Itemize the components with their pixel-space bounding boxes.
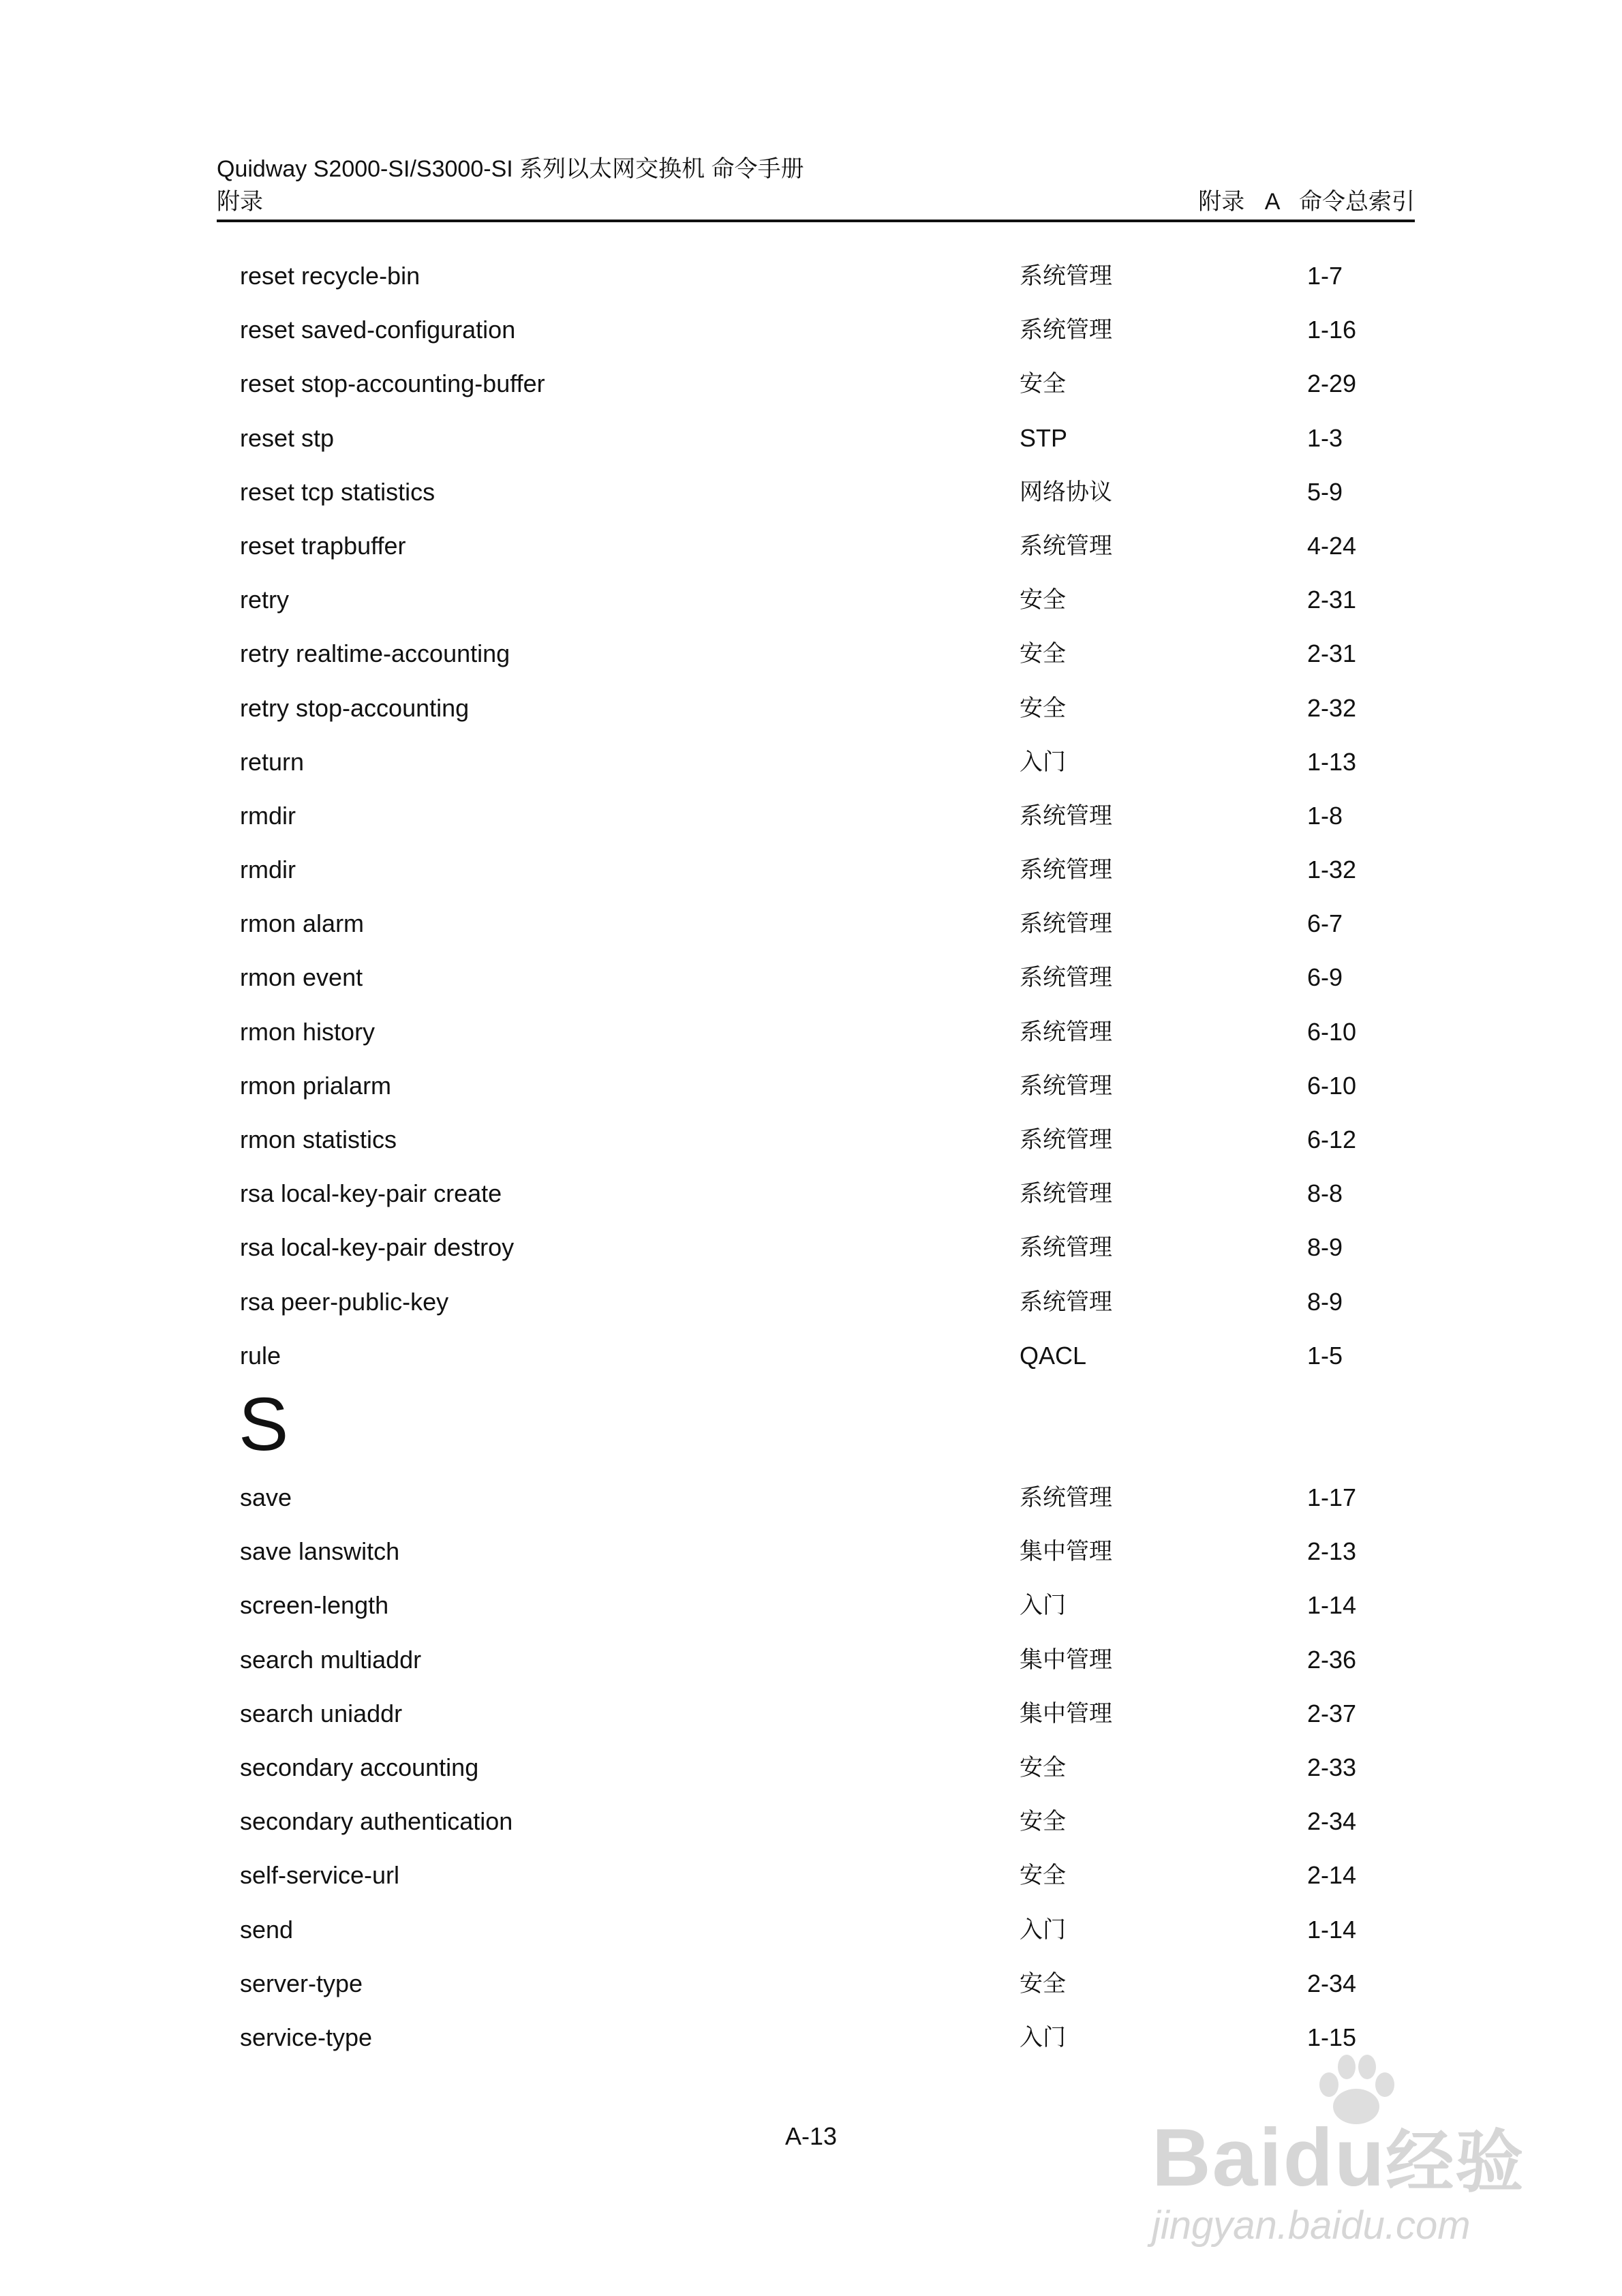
index-row (240, 744, 1398, 798)
module-name: 安全 (1020, 1808, 1066, 1836)
command-name: reset tcp statistics (240, 477, 435, 506)
index-row (240, 1338, 1398, 1391)
index-row (240, 1965, 1398, 2019)
index-row (240, 1857, 1398, 1911)
index-row (240, 959, 1398, 1013)
page-reference: 2-31 (1307, 586, 1357, 614)
command-name: rsa peer-public-key (240, 1287, 449, 1316)
command-name: self-service-url (240, 1861, 400, 1890)
index-row (240, 1749, 1398, 1803)
index-row (240, 1912, 1398, 1965)
index-row (240, 528, 1398, 581)
page-reference: 1-5 (1307, 1341, 1343, 1370)
page-reference: 8-9 (1307, 1287, 1343, 1316)
module-name: 集中管理 (1020, 1646, 1112, 1674)
command-name: rmdir (240, 801, 296, 830)
command-name: rmon history (240, 1017, 376, 1046)
baidu-logo-text: Baidu经验 (1152, 2112, 1525, 2203)
index-row (240, 1479, 1398, 1533)
page-reference: 6-9 (1307, 963, 1343, 992)
command-name: send (240, 1915, 294, 1944)
command-name: rmon alarm (240, 909, 365, 938)
page-reference: 2-37 (1307, 1699, 1357, 1727)
module-name: 入门 (1020, 1916, 1066, 1944)
page-reference: 1-14 (1307, 1591, 1357, 1620)
page-reference: 6-10 (1307, 1017, 1357, 1046)
module-name: 系统管理 (1020, 1484, 1112, 1511)
command-name: screen-length (240, 1591, 389, 1620)
module-name: 安全 (1020, 1753, 1066, 1781)
page-reference: 1-15 (1307, 2023, 1357, 2051)
module-name: 安全 (1020, 694, 1066, 722)
command-name: rsa local-key-pair create (240, 1179, 502, 1208)
page-reference: 1-14 (1307, 1915, 1357, 1944)
module-name: 入门 (1020, 1592, 1066, 1620)
index-row (240, 420, 1398, 474)
index-row (240, 635, 1398, 689)
command-name: server-type (240, 1969, 363, 1997)
module-name: 系统管理 (1020, 1126, 1112, 1153)
command-name: retry stop-accounting (240, 693, 470, 722)
page-reference: 2-31 (1307, 639, 1357, 668)
index-row (240, 1014, 1398, 1068)
command-name: search uniaddr (240, 1699, 403, 1727)
index-row (240, 1803, 1398, 1857)
command-name: reset stop-accounting-buffer (240, 369, 545, 398)
module-name: 系统管理 (1020, 856, 1112, 884)
index-row (240, 312, 1398, 365)
module-name: 系统管理 (1020, 1072, 1112, 1100)
command-index-list-r (240, 258, 1398, 1391)
command-name: secondary accounting (240, 1753, 479, 1781)
watermark-url: jingyan.baidu.com (1152, 2203, 1471, 2248)
module-name: 系统管理 (1020, 1234, 1112, 1262)
module-name: 系统管理 (1020, 262, 1112, 290)
command-name: reset stp (240, 423, 335, 452)
module-name: 安全 (1020, 1969, 1066, 1997)
command-name: rmdir (240, 856, 296, 884)
baidu-jingyan-watermark (1152, 2052, 1533, 2256)
module-name: 安全 (1020, 370, 1066, 398)
page-reference: 1-17 (1307, 1483, 1357, 1511)
module-name: 系统管理 (1020, 964, 1112, 992)
module-name: 系统管理 (1020, 1288, 1112, 1316)
module-name: 网络协议 (1020, 478, 1112, 506)
module-name: 系统管理 (1020, 316, 1112, 344)
section-letter-heading: S (239, 1383, 289, 1466)
command-name: secondary authentication (240, 1807, 513, 1836)
page-reference: 2-34 (1307, 1807, 1357, 1836)
page-reference: 2-32 (1307, 693, 1357, 722)
command-name: rmon prialarm (240, 1071, 392, 1100)
index-row (240, 1284, 1398, 1338)
document-title: Quidway S2000-SI/S3000-SI 系列以太网交换机 命令手册 (217, 156, 804, 182)
module-name: 集中管理 (1020, 1700, 1112, 1727)
index-row (240, 905, 1398, 959)
index-row (240, 798, 1398, 851)
command-name: search multiaddr (240, 1645, 422, 1674)
module-name: 安全 (1020, 1862, 1066, 1890)
module-name: 系统管理 (1020, 1180, 1112, 1208)
index-row (240, 1068, 1398, 1121)
command-name: reset recycle-bin (240, 262, 420, 290)
page-reference: 2-14 (1307, 1861, 1357, 1890)
index-row (240, 258, 1398, 312)
page-reference: 2-29 (1307, 369, 1357, 398)
module-name: STP (1020, 423, 1068, 452)
index-row (240, 1229, 1398, 1283)
header-section-label: 附录 (217, 189, 263, 215)
page-reference: 6-7 (1307, 909, 1343, 938)
command-name: rsa local-key-pair destroy (240, 1233, 515, 1262)
module-name: 系统管理 (1020, 1018, 1112, 1046)
module-name: 安全 (1020, 640, 1066, 668)
page-reference: 1-8 (1307, 801, 1343, 830)
command-name: return (240, 747, 305, 776)
page-number: A-13 (784, 2122, 838, 2150)
module-name: 入门 (1020, 748, 1066, 776)
page-reference: 8-8 (1307, 1179, 1343, 1208)
index-row (240, 365, 1398, 419)
index-row (240, 474, 1398, 528)
command-name: save lanswitch (240, 1537, 400, 1566)
index-row (240, 1533, 1398, 1587)
page-reference: 1-16 (1307, 316, 1357, 344)
module-name: 系统管理 (1020, 802, 1112, 830)
module-name: QACL (1020, 1341, 1087, 1370)
command-name: retry realtime-accounting (240, 639, 510, 668)
index-row (240, 1642, 1398, 1695)
command-name: service-type (240, 2023, 373, 2051)
command-index-list-s (240, 1479, 1398, 2073)
header-appendix-label: 附录 A 命令总索引 (1198, 189, 1415, 215)
command-name: rmon statistics (240, 1126, 397, 1153)
index-row (240, 851, 1398, 905)
index-row (240, 1587, 1398, 1641)
page-reference: 6-10 (1307, 1071, 1357, 1100)
page-reference: 1-3 (1307, 423, 1343, 452)
header-divider (217, 220, 1415, 222)
command-name: reset trapbuffer (240, 531, 406, 560)
index-row (240, 581, 1398, 635)
page-reference: 2-34 (1307, 1969, 1357, 1997)
page-reference: 2-36 (1307, 1645, 1357, 1674)
page-reference: 5-9 (1307, 477, 1343, 506)
page-reference: 2-33 (1307, 1753, 1357, 1781)
command-name: save (240, 1483, 292, 1511)
command-name: retry (240, 586, 289, 614)
page-reference: 2-13 (1307, 1537, 1357, 1566)
command-name: rule (240, 1341, 281, 1370)
command-name: rmon event (240, 963, 363, 992)
page-reference: 8-9 (1307, 1233, 1343, 1262)
index-row (240, 690, 1398, 744)
index-row (240, 1121, 1398, 1175)
page-reference: 1-7 (1307, 262, 1343, 290)
page-reference: 4-24 (1307, 531, 1357, 560)
page-reference: 1-32 (1307, 856, 1357, 884)
index-row (240, 1695, 1398, 1749)
module-name: 安全 (1020, 586, 1066, 614)
page-reference: 1-13 (1307, 747, 1357, 776)
command-name: reset saved-configuration (240, 316, 516, 344)
module-name: 集中管理 (1020, 1538, 1112, 1566)
index-row (240, 1175, 1398, 1229)
module-name: 入门 (1020, 2023, 1066, 2051)
module-name: 系统管理 (1020, 532, 1112, 560)
page-reference: 6-12 (1307, 1126, 1357, 1153)
module-name: 系统管理 (1020, 910, 1112, 938)
